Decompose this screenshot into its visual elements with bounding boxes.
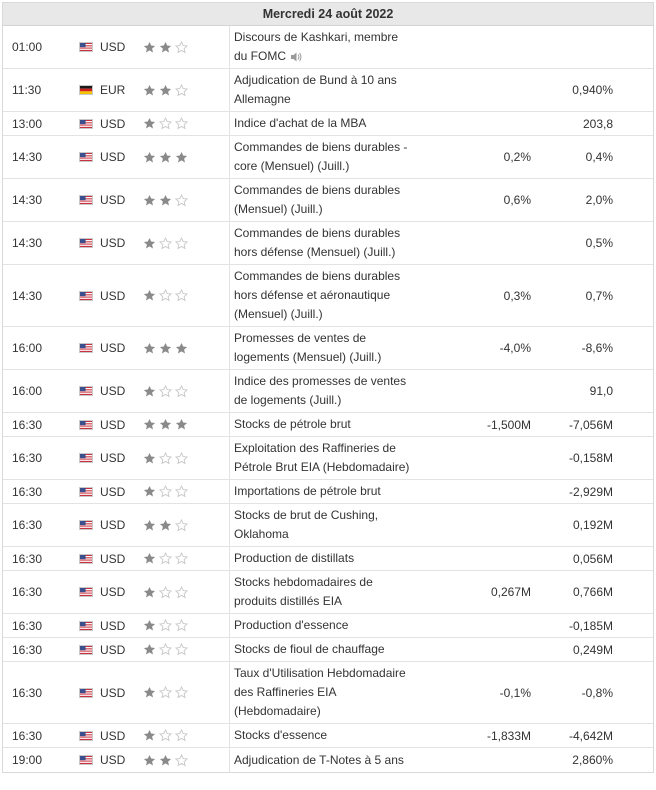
actual-value bbox=[423, 69, 531, 111]
forecast-value: 0,940% bbox=[572, 83, 613, 97]
column-divider bbox=[229, 69, 230, 111]
event-name[interactable] bbox=[234, 222, 414, 264]
actual-value: -1,833M bbox=[486, 728, 531, 743]
table-row[interactable] bbox=[3, 69, 653, 112]
actual-value bbox=[423, 748, 531, 772]
us-flag-icon bbox=[79, 480, 95, 503]
importance-rating bbox=[143, 547, 213, 570]
actual-value: -4,0% bbox=[499, 341, 531, 355]
importance-rating bbox=[143, 413, 213, 436]
forecast-value: -2,929M bbox=[568, 484, 613, 499]
event-name-line: (Mensuel) (Juill.) bbox=[234, 307, 323, 321]
event-time: 16:30 bbox=[12, 618, 43, 633]
column-divider bbox=[229, 614, 230, 637]
event-time: 16:30 bbox=[12, 585, 43, 599]
table-row[interactable] bbox=[3, 748, 653, 772]
event-name-line: du FOMC bbox=[234, 47, 398, 66]
star-filled-icon bbox=[159, 84, 172, 97]
star-empty-icon bbox=[175, 519, 188, 532]
currency-code: USD bbox=[100, 40, 126, 54]
event-time: 14:30 bbox=[12, 288, 43, 303]
star-filled-icon bbox=[143, 552, 156, 565]
event-time: 13:00 bbox=[12, 116, 43, 131]
column-divider bbox=[229, 327, 230, 369]
star-empty-icon bbox=[175, 729, 188, 742]
forecast-value: 0,192M bbox=[572, 518, 613, 532]
event-name-line: Production d'essence bbox=[234, 618, 349, 632]
actual-value bbox=[423, 480, 531, 503]
forecast-value: 2,860% bbox=[572, 753, 613, 767]
star-filled-icon bbox=[143, 519, 156, 532]
column-divider bbox=[229, 112, 230, 135]
actual-value bbox=[423, 222, 531, 264]
star-filled-icon bbox=[143, 84, 156, 97]
importance-rating bbox=[143, 748, 213, 772]
us-flag-icon bbox=[79, 370, 95, 412]
currency-code: EUR bbox=[100, 83, 126, 97]
event-name-line: Allemagne bbox=[234, 92, 291, 106]
star-empty-icon bbox=[175, 452, 188, 465]
star-empty-icon bbox=[159, 552, 172, 565]
star-filled-icon bbox=[175, 151, 188, 164]
star-empty-icon bbox=[159, 619, 172, 632]
star-filled-icon bbox=[159, 41, 172, 54]
event-name[interactable] bbox=[234, 571, 414, 613]
event-name-line: Exploitation des Raffineries de bbox=[234, 441, 396, 455]
column-divider bbox=[229, 136, 230, 178]
star-empty-icon bbox=[159, 452, 172, 465]
importance-rating bbox=[143, 222, 213, 264]
event-name[interactable] bbox=[234, 614, 414, 637]
table-row[interactable] bbox=[3, 504, 653, 547]
currency-code: USD bbox=[100, 451, 126, 465]
star-filled-icon bbox=[143, 194, 156, 207]
currency-code: USD bbox=[100, 150, 126, 164]
actual-value bbox=[423, 26, 531, 68]
event-name[interactable] bbox=[234, 136, 414, 178]
column-divider bbox=[229, 179, 230, 221]
event-time: 19:00 bbox=[12, 753, 43, 767]
star-empty-icon bbox=[159, 289, 172, 302]
event-time: 01:00 bbox=[12, 40, 43, 54]
star-empty-icon bbox=[175, 117, 188, 130]
event-name-line: Stocks d'essence bbox=[234, 728, 328, 742]
star-empty-icon bbox=[175, 194, 188, 207]
star-filled-icon bbox=[159, 194, 172, 207]
us-flag-icon bbox=[79, 26, 95, 68]
us-flag-icon bbox=[79, 179, 95, 221]
event-name[interactable] bbox=[234, 327, 414, 369]
currency-code: USD bbox=[100, 288, 126, 303]
table-row[interactable] bbox=[3, 614, 653, 638]
event-name-line: (Mensuel) (Juill.) bbox=[234, 202, 323, 216]
date-header: Mercredi 24 août 2022 bbox=[3, 3, 653, 26]
star-empty-icon bbox=[175, 237, 188, 250]
us-flag-icon bbox=[79, 547, 95, 570]
forecast-value: -0,158M bbox=[568, 451, 613, 465]
star-filled-icon bbox=[159, 418, 172, 431]
actual-value bbox=[423, 504, 531, 546]
star-empty-icon bbox=[159, 485, 172, 498]
column-divider bbox=[229, 571, 230, 613]
event-name-line: Commandes de biens durables - bbox=[234, 140, 408, 154]
star-filled-icon bbox=[143, 643, 156, 656]
star-empty-icon bbox=[175, 754, 188, 767]
column-divider bbox=[229, 547, 230, 570]
event-time: 11:30 bbox=[12, 83, 42, 97]
column-divider bbox=[229, 413, 230, 436]
event-name-line: Indice d'achat de la MBA bbox=[234, 116, 367, 130]
star-empty-icon bbox=[175, 552, 188, 565]
currency-code: USD bbox=[100, 193, 126, 207]
importance-rating bbox=[143, 265, 213, 326]
star-empty-icon bbox=[159, 586, 172, 599]
importance-rating bbox=[143, 504, 213, 546]
forecast-value: 0,249M bbox=[572, 642, 613, 657]
event-name-line: Commandes de biens durables bbox=[234, 226, 401, 240]
star-filled-icon bbox=[143, 342, 156, 355]
us-flag-icon bbox=[79, 748, 95, 772]
star-filled-icon bbox=[143, 151, 156, 164]
table-row[interactable] bbox=[3, 724, 653, 748]
table-row[interactable] bbox=[3, 571, 653, 614]
event-name[interactable] bbox=[234, 112, 414, 135]
event-name[interactable] bbox=[234, 480, 414, 503]
table-row[interactable] bbox=[3, 547, 653, 571]
star-filled-icon bbox=[175, 418, 188, 431]
event-name-line: Promesses de ventes de bbox=[234, 331, 367, 345]
table-row[interactable] bbox=[3, 112, 653, 136]
column-divider bbox=[229, 724, 230, 747]
forecast-value: -0,185M bbox=[568, 618, 613, 633]
event-time: 14:30 bbox=[12, 193, 43, 207]
event-name-line: Taux d'Utilisation Hebdomadaire bbox=[234, 666, 406, 680]
event-name[interactable] bbox=[234, 638, 414, 661]
forecast-value: 0,766M bbox=[572, 585, 613, 599]
us-flag-icon bbox=[79, 112, 95, 135]
star-filled-icon bbox=[143, 754, 156, 767]
star-filled-icon bbox=[143, 418, 156, 431]
forecast-value: 0,5% bbox=[585, 236, 613, 250]
currency-code: USD bbox=[100, 585, 126, 599]
star-filled-icon bbox=[159, 151, 172, 164]
actual-value bbox=[423, 547, 531, 570]
star-filled-icon bbox=[159, 519, 172, 532]
currency-code: USD bbox=[100, 551, 126, 566]
currency-code: USD bbox=[100, 642, 126, 657]
us-flag-icon bbox=[79, 222, 95, 264]
event-time: 16:30 bbox=[12, 728, 43, 743]
actual-value: 0,3% bbox=[503, 288, 531, 303]
event-name-line: Pétrole Brut EIA (Hebdomadaire) bbox=[234, 460, 410, 474]
star-empty-icon bbox=[175, 289, 188, 302]
importance-rating bbox=[143, 638, 213, 661]
actual-value bbox=[423, 112, 531, 135]
us-flag-icon bbox=[79, 413, 95, 436]
star-empty-icon bbox=[159, 643, 172, 656]
currency-code: USD bbox=[100, 518, 126, 532]
event-name-line: hors défense (Mensuel) (Juill.) bbox=[234, 245, 396, 259]
importance-rating bbox=[143, 480, 213, 503]
importance-rating bbox=[143, 327, 213, 369]
star-filled-icon bbox=[143, 619, 156, 632]
star-empty-icon bbox=[175, 385, 188, 398]
us-flag-icon bbox=[79, 265, 95, 326]
us-flag-icon bbox=[79, 327, 95, 369]
us-flag-icon bbox=[79, 724, 95, 747]
forecast-value: -0,8% bbox=[581, 685, 613, 700]
event-time: 16:30 bbox=[12, 685, 43, 700]
event-time: 16:30 bbox=[12, 642, 43, 657]
column-divider bbox=[229, 265, 230, 326]
event-time: 14:30 bbox=[12, 150, 43, 164]
importance-rating bbox=[143, 614, 213, 637]
star-empty-icon bbox=[175, 41, 188, 54]
star-filled-icon bbox=[143, 729, 156, 742]
column-divider bbox=[229, 504, 230, 546]
event-name-line: Stocks de brut de Cushing, bbox=[234, 508, 379, 522]
event-time: 16:00 bbox=[12, 341, 43, 355]
forecast-value: 203,8 bbox=[582, 116, 613, 131]
star-filled-icon bbox=[159, 754, 172, 767]
event-name[interactable] bbox=[234, 413, 414, 436]
table-row[interactable] bbox=[3, 222, 653, 265]
column-divider bbox=[229, 638, 230, 661]
event-name[interactable] bbox=[234, 265, 414, 326]
event-name[interactable] bbox=[234, 748, 414, 772]
us-flag-icon bbox=[79, 437, 95, 479]
event-name-line: de logements (Juill.) bbox=[234, 393, 342, 407]
star-empty-icon bbox=[159, 385, 172, 398]
star-filled-icon bbox=[143, 289, 156, 302]
actual-value bbox=[423, 437, 531, 479]
event-name-line: core (Mensuel) (Juill.) bbox=[234, 159, 350, 173]
table-row[interactable] bbox=[3, 413, 653, 437]
us-flag-icon bbox=[79, 662, 95, 723]
importance-rating bbox=[143, 26, 213, 68]
speaker-icon[interactable] bbox=[290, 51, 302, 63]
event-name-line: (Hebdomadaire) bbox=[234, 704, 321, 718]
event-name[interactable] bbox=[234, 724, 414, 747]
currency-code: USD bbox=[100, 753, 126, 767]
star-empty-icon bbox=[175, 686, 188, 699]
actual-value: -0,1% bbox=[499, 685, 531, 700]
actual-value: 0,2% bbox=[503, 150, 531, 164]
star-empty-icon bbox=[175, 84, 188, 97]
star-filled-icon bbox=[143, 452, 156, 465]
us-flag-icon bbox=[79, 504, 95, 546]
importance-rating bbox=[143, 112, 213, 135]
currency-code: USD bbox=[100, 618, 126, 633]
star-filled-icon bbox=[143, 117, 156, 130]
event-name-line: logements (Mensuel) (Juill.) bbox=[234, 350, 382, 364]
forecast-value: 2,0% bbox=[585, 193, 613, 207]
currency-code: USD bbox=[100, 417, 126, 432]
importance-rating bbox=[143, 724, 213, 747]
star-empty-icon bbox=[175, 485, 188, 498]
actual-value bbox=[423, 638, 531, 661]
event-name-line: Commandes de biens durables bbox=[234, 269, 401, 283]
event-name[interactable] bbox=[234, 179, 414, 221]
star-filled-icon bbox=[143, 41, 156, 54]
star-empty-icon bbox=[159, 117, 172, 130]
star-filled-icon bbox=[175, 342, 188, 355]
us-flag-icon bbox=[79, 638, 95, 661]
table-row[interactable] bbox=[3, 327, 653, 370]
table-row[interactable] bbox=[3, 136, 653, 179]
event-name-line: Discours de Kashkari, membre bbox=[234, 30, 399, 44]
importance-rating bbox=[143, 69, 213, 111]
star-filled-icon bbox=[143, 686, 156, 699]
event-name-line: Indice des promesses de ventes bbox=[234, 374, 407, 388]
star-filled-icon bbox=[143, 586, 156, 599]
importance-rating bbox=[143, 136, 213, 178]
event-name-line: Commandes de biens durables bbox=[234, 183, 401, 197]
event-name-line: Production de distillats bbox=[234, 551, 355, 565]
importance-rating bbox=[143, 179, 213, 221]
forecast-value: -8,6% bbox=[581, 341, 613, 355]
event-name-line: Stocks de fioul de chauffage bbox=[234, 642, 385, 656]
actual-value: 0,267M bbox=[490, 585, 531, 599]
table-row[interactable] bbox=[3, 480, 653, 504]
table-row[interactable] bbox=[3, 179, 653, 222]
actual-value: 0,6% bbox=[503, 193, 531, 207]
column-divider bbox=[229, 370, 230, 412]
currency-code: USD bbox=[100, 236, 126, 250]
column-divider bbox=[229, 662, 230, 723]
forecast-value: 0,7% bbox=[585, 288, 613, 303]
star-empty-icon bbox=[159, 729, 172, 742]
forecast-value: 0,056M bbox=[572, 551, 613, 566]
table-row[interactable] bbox=[3, 662, 653, 724]
table-row[interactable] bbox=[3, 370, 653, 413]
event-time: 16:30 bbox=[12, 417, 43, 432]
actual-value bbox=[423, 370, 531, 412]
column-divider bbox=[229, 222, 230, 264]
currency-code: USD bbox=[100, 116, 126, 131]
actual-value bbox=[423, 614, 531, 637]
de-flag-icon bbox=[79, 69, 95, 111]
star-filled-icon bbox=[143, 237, 156, 250]
us-flag-icon bbox=[79, 571, 95, 613]
event-name-line: Stocks de pétrole brut bbox=[234, 417, 351, 431]
column-divider bbox=[229, 480, 230, 503]
event-name-line: Importations de pétrole brut bbox=[234, 484, 381, 498]
column-divider bbox=[229, 437, 230, 479]
event-time: 16:30 bbox=[12, 551, 43, 566]
forecast-value: 91,0 bbox=[589, 384, 613, 398]
event-time: 16:30 bbox=[12, 484, 43, 499]
currency-code: USD bbox=[100, 341, 126, 355]
event-time: 16:00 bbox=[12, 384, 43, 398]
event-name[interactable] bbox=[234, 26, 414, 68]
event-name-line: Adjudication de T-Notes à 5 ans bbox=[234, 752, 404, 767]
us-flag-icon bbox=[79, 614, 95, 637]
event-name[interactable] bbox=[234, 504, 414, 546]
forecast-value: -4,642M bbox=[568, 728, 613, 743]
currency-code: USD bbox=[100, 685, 126, 700]
event-name[interactable] bbox=[234, 662, 414, 723]
event-name[interactable] bbox=[234, 370, 414, 412]
event-name[interactable] bbox=[234, 69, 414, 111]
us-flag-icon bbox=[79, 136, 95, 178]
column-divider bbox=[229, 26, 230, 68]
star-empty-icon bbox=[175, 619, 188, 632]
table-row[interactable] bbox=[3, 638, 653, 662]
event-time: 14:30 bbox=[12, 236, 43, 250]
event-name[interactable] bbox=[234, 547, 414, 570]
star-empty-icon bbox=[159, 237, 172, 250]
economic-calendar-table bbox=[2, 2, 654, 773]
table-row[interactable] bbox=[3, 26, 653, 69]
currency-code: USD bbox=[100, 484, 126, 499]
currency-code: USD bbox=[100, 728, 126, 743]
event-name-line: Adjudication de Bund à 10 ans bbox=[234, 73, 397, 87]
column-divider bbox=[229, 748, 230, 772]
forecast-value bbox=[543, 26, 613, 68]
actual-value: -1,500M bbox=[486, 417, 531, 432]
event-rows bbox=[3, 26, 653, 772]
star-filled-icon bbox=[143, 385, 156, 398]
event-name-line: Stocks hebdomadaires de bbox=[234, 575, 373, 589]
event-name[interactable] bbox=[234, 437, 414, 479]
currency-code: USD bbox=[100, 384, 126, 398]
star-empty-icon bbox=[175, 586, 188, 599]
table-row[interactable] bbox=[3, 265, 653, 327]
forecast-value: 0,4% bbox=[585, 150, 613, 164]
importance-rating bbox=[143, 571, 213, 613]
table-row[interactable] bbox=[3, 437, 653, 480]
event-name-line: produits distillés EIA bbox=[234, 594, 343, 608]
event-name-line: des Raffineries EIA bbox=[234, 685, 337, 699]
importance-rating bbox=[143, 662, 213, 723]
forecast-value: -7,056M bbox=[568, 417, 613, 432]
star-empty-icon bbox=[175, 643, 188, 656]
importance-rating bbox=[143, 437, 213, 479]
event-name-line: hors défense et aéronautique bbox=[234, 288, 391, 302]
star-filled-icon bbox=[143, 485, 156, 498]
importance-rating bbox=[143, 370, 213, 412]
event-time: 16:30 bbox=[12, 451, 43, 465]
star-empty-icon bbox=[159, 686, 172, 699]
event-time: 16:30 bbox=[12, 518, 43, 532]
star-filled-icon bbox=[159, 342, 172, 355]
event-name-line: Oklahoma bbox=[234, 527, 289, 541]
